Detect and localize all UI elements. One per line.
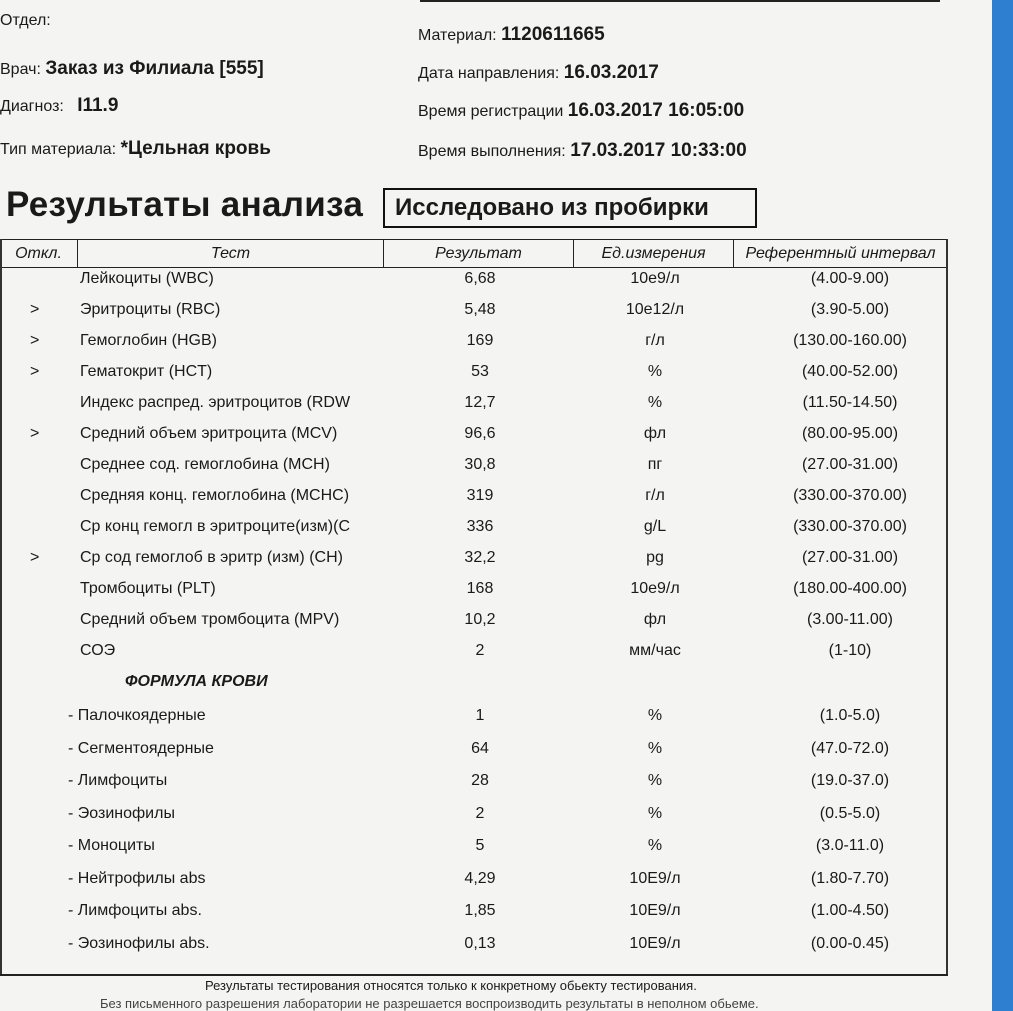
table-row: [0, 902, 948, 933]
col-header-flag: Откл.: [0, 240, 78, 267]
footer-line-2: Без письменного разрешения лаборатории не разрешается воспроизводить результаты в неполном обьеме.: [100, 996, 759, 1011]
test-result: 1,85: [464, 902, 496, 919]
test-name: Ср конц гемогл в эритроците(изм)(C: [80, 518, 350, 535]
table-row: [0, 772, 948, 803]
dept-label: Отдел:: [0, 12, 51, 29]
test-unit: %: [647, 772, 663, 789]
test-unit: 10е9/л: [630, 270, 680, 287]
test-result: 96,6: [464, 425, 496, 442]
test-name: - Палочкоядерные: [68, 707, 206, 724]
deviation-flag: >: [30, 301, 40, 318]
test-name: - Лимфоциты abs.: [68, 902, 202, 919]
deviation-flag: >: [30, 363, 40, 380]
section-title: ФОРМУЛА КРОВИ: [125, 673, 268, 690]
reference-interval: (1.00-4.50): [810, 902, 890, 919]
reference-interval: (27.00-31.00): [801, 456, 899, 473]
test-unit: 10E9/л: [629, 935, 681, 952]
table-row: [0, 935, 948, 966]
table-row: [0, 487, 948, 518]
test-result: 319: [466, 487, 494, 504]
test-result: 64: [471, 740, 489, 757]
col-header-test: Тест: [78, 240, 384, 267]
reference-interval: (3.90-5.00): [810, 301, 890, 318]
test-result: 53: [471, 363, 489, 380]
test-result: 169: [466, 332, 494, 349]
exec-time-label: Время выполнения:: [418, 143, 566, 160]
test-unit: г/л: [645, 332, 665, 349]
footer-line-1: Результаты тестирования относятся только к конкретному обьекту тестирования.: [205, 978, 697, 993]
test-unit: фл: [643, 611, 667, 628]
reference-interval: (0.5-5.0): [819, 805, 881, 822]
test-unit: 10E9/л: [629, 870, 681, 887]
test-unit: 10E9/л: [629, 902, 681, 919]
test-name: Среднее сод. гемоглобина (MCH): [80, 456, 330, 473]
material-field: [418, 24, 605, 46]
table-bottom-border: [0, 974, 948, 976]
table-row: [0, 363, 948, 394]
col-header-result: Результат: [384, 240, 574, 267]
reference-interval: (1-10): [828, 642, 872, 659]
test-name: Средний объем эритроцита (MCV): [80, 425, 338, 442]
test-name: Ср сод гемоглоб в эритр (изм) (CH): [80, 549, 343, 566]
dept-field: [0, 12, 51, 30]
referral-date-label: Дата направления:: [418, 65, 560, 82]
reference-interval: (3.00-11.00): [807, 611, 893, 628]
test-name: - Нейтрофилы abs: [68, 870, 206, 887]
reference-interval: (47.0-72.0): [810, 740, 890, 757]
reference-interval: (330.00-370.00): [793, 487, 907, 504]
table-row: [0, 805, 948, 836]
reg-time-label: Время регистрации: [418, 103, 564, 120]
reference-interval: (80.00-95.00): [801, 425, 899, 442]
reference-interval: (4.00-9.00): [810, 270, 890, 287]
doctor-value: Заказ из Филиала [555]: [45, 58, 264, 79]
referral-date-value: 16.03.2017: [563, 62, 659, 83]
material-value: 1120611665: [501, 24, 605, 45]
section-row: [0, 673, 948, 704]
table-row: [0, 740, 948, 771]
test-name: - Эозинофилы abs.: [68, 935, 210, 952]
test-unit: %: [647, 394, 663, 411]
reference-interval: (11.50-14.50): [802, 394, 898, 411]
deviation-flag: >: [30, 425, 40, 442]
test-name: - Лимфоциты: [68, 772, 168, 789]
table-row: [0, 707, 948, 738]
test-result: 6,68: [464, 270, 496, 287]
material-type-field: [0, 138, 271, 160]
reference-interval: (330.00-370.00): [793, 518, 907, 535]
test-result: 168: [466, 580, 494, 597]
test-result: 10,2: [464, 611, 496, 628]
table-row: [0, 332, 948, 363]
reference-interval: (180.00-400.00): [793, 580, 907, 597]
test-name: Средний объем тромбоцита (MPV): [80, 611, 340, 628]
test-result: 2: [475, 642, 485, 659]
table-row: [0, 611, 948, 642]
reference-interval: (1.0-5.0): [819, 707, 881, 724]
material-type-value: *Цельная кровь: [120, 138, 271, 159]
exec-time-value: 17.03.2017 10:33:00: [570, 140, 747, 161]
test-result: 30,8: [464, 456, 496, 473]
reference-interval: (1.80-7.70): [810, 870, 890, 887]
test-name: Лейкоциты (WBC): [80, 270, 214, 287]
material-type-label: Тип материала:: [0, 141, 117, 158]
table-row: [0, 549, 948, 580]
test-name: Индекс распред. эритроцитов (RDW: [80, 394, 351, 411]
table-row: [0, 642, 948, 673]
table-row: [0, 518, 948, 549]
test-result: 5,48: [464, 301, 496, 318]
test-unit: пг: [647, 456, 663, 473]
test-unit: %: [647, 805, 663, 822]
col-header-unit: Ед.измерения: [574, 240, 734, 267]
deviation-flag: >: [30, 332, 40, 349]
table-row: [0, 394, 948, 425]
report-title: Результаты анализа: [6, 185, 364, 224]
test-unit: %: [647, 740, 663, 757]
diagnosis-field: [0, 95, 118, 117]
test-result: 1: [475, 707, 485, 724]
reference-interval: (19.0-37.0): [810, 772, 890, 789]
reference-interval: (40.00-52.00): [801, 363, 899, 380]
reg-time-field: [418, 100, 744, 122]
test-unit: фл: [643, 425, 667, 442]
test-result: 28: [471, 772, 489, 789]
test-name: - Сегментоядерные: [68, 740, 214, 757]
table-row: [0, 301, 948, 332]
test-unit: %: [647, 363, 663, 380]
doctor-field: [0, 58, 264, 80]
table-row: [0, 456, 948, 487]
test-result: 336: [466, 518, 494, 535]
test-name: Тромбоциты (PLT): [80, 580, 216, 597]
test-unit: 10е12/л: [625, 301, 685, 318]
test-result: 2: [475, 805, 485, 822]
test-unit: 10е9/л: [630, 580, 680, 597]
test-unit: %: [647, 707, 663, 724]
diagnosis-label: Диагноз:: [0, 98, 64, 115]
reference-interval: (27.00-31.00): [801, 549, 899, 566]
table-row: [0, 425, 948, 456]
deviation-flag: >: [30, 549, 40, 566]
test-result: 5: [475, 837, 485, 854]
table-row: [0, 870, 948, 901]
test-unit: pg: [646, 549, 664, 566]
doctor-label: Врач:: [0, 61, 41, 78]
test-unit: %: [647, 837, 663, 854]
test-result: 4,29: [464, 870, 496, 887]
test-name: Эритроциты (RBC): [80, 301, 221, 318]
test-name: Средняя конц. гемоглобина (MCHC): [80, 487, 350, 504]
test-name: - Моноциты: [68, 837, 155, 854]
test-result: 12,7: [464, 394, 496, 411]
reference-interval: (130.00-160.00): [793, 332, 907, 349]
tube-note: Исследовано из пробирки: [383, 188, 757, 228]
table-row: [0, 270, 948, 301]
test-unit: мм/час: [629, 642, 681, 659]
referral-date-field: [418, 62, 659, 84]
diagnosis-value: I11.9: [77, 95, 119, 116]
material-label: Материал:: [418, 27, 497, 44]
col-header-ref: Референтный интервал: [734, 240, 948, 267]
table-row: [0, 837, 948, 868]
test-result: 0,13: [464, 935, 496, 952]
table-header: [0, 239, 948, 268]
reg-time-value: 16.03.2017 16:05:00: [567, 100, 745, 121]
test-result: 32,2: [464, 549, 496, 566]
test-name: СОЭ: [80, 642, 116, 659]
test-unit: г/л: [645, 487, 665, 504]
exec-time-field: [418, 140, 747, 162]
test-name: Гемоглобин (HGB): [80, 332, 217, 349]
reference-interval: (3.0-11.0): [815, 837, 885, 854]
reference-interval: (0.00-0.45): [810, 935, 890, 952]
test-name: - Эозинофилы: [68, 805, 175, 822]
top-border-line: [420, 0, 940, 2]
test-unit: g/L: [643, 518, 667, 535]
table-row: [0, 580, 948, 611]
test-name: Гематокрит (HCT): [80, 363, 213, 380]
